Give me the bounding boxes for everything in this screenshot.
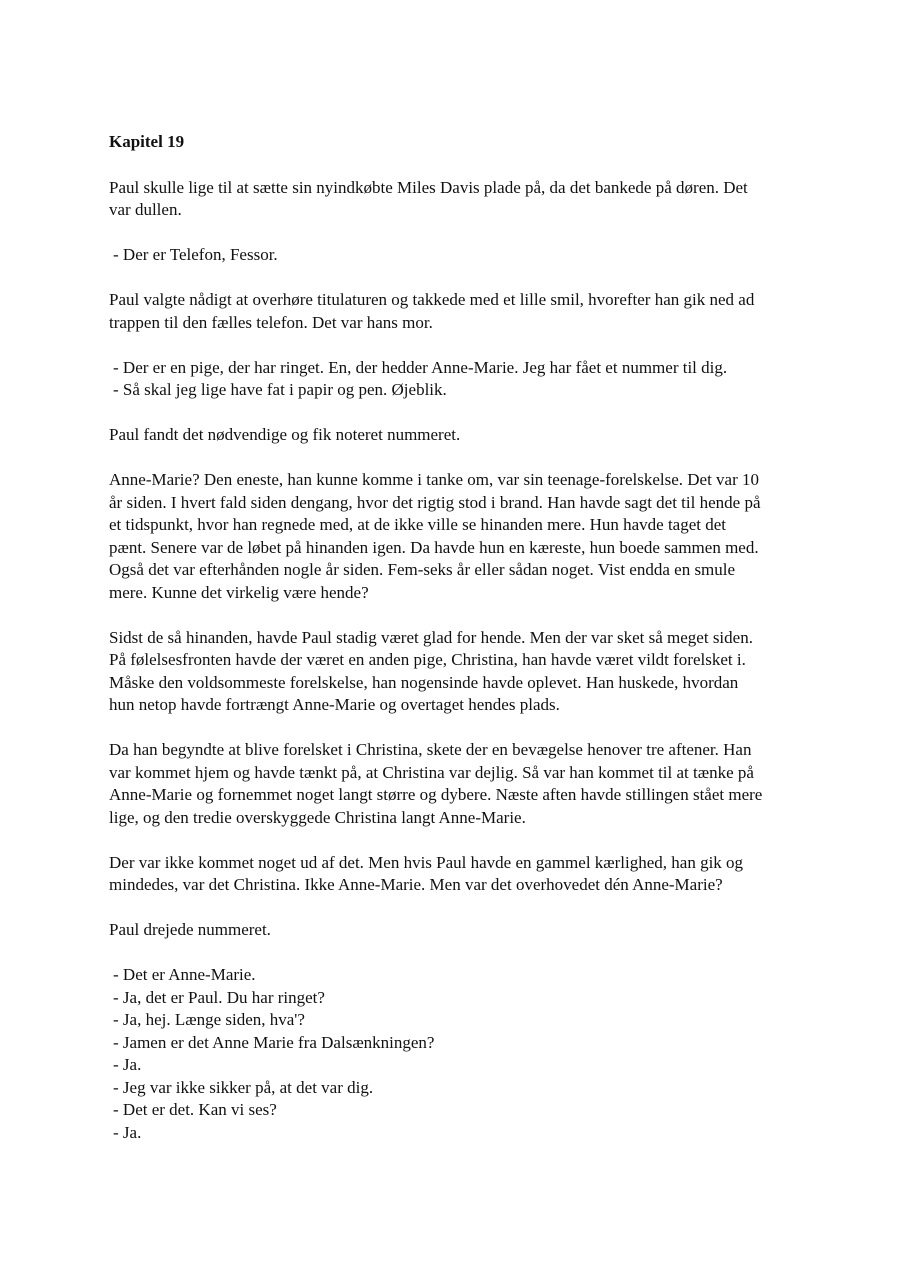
dialogue-line: - Ja, hej. Længe siden, hva'? [113, 1010, 305, 1029]
text-line: år siden. I hvert fald siden dengang, hvor det rigtig stod i brand. Han havde sagt det til hende på [109, 492, 761, 512]
text-line: På følelsesfronten havde der været en anden pige, Christina, han havde været vildt forelsket i. [109, 650, 746, 669]
text-line: Paul drejede nummeret. [109, 920, 271, 939]
paragraph-5 [109, 627, 809, 717]
text-line: lige, og den tredie overskyggede Christina langt Anne-Marie. [109, 807, 526, 827]
paragraph-7 [109, 852, 809, 897]
dialogue-line: - Der er Telefon, Fessor. [113, 245, 278, 264]
text-line: Der var ikke kommet noget ud af det. Men hvis Paul havde en gammel kærlighed, han gik og [109, 852, 744, 872]
dialogue-line: - Jamen er det Anne Marie fra Dalsænkningen? [113, 1032, 435, 1052]
dialogue-line: - Ja, det er Paul. Du har ringet? [113, 987, 325, 1007]
text-line: hun netop havde fortrængt Anne-Marie og overtaget hendes plads. [109, 695, 560, 714]
text-line: Paul fandt det nødvendige og fik noteret nummeret. [109, 425, 461, 444]
chapter-title: Kapitel 19 [109, 132, 185, 151]
text-line: Paul skulle lige til at sætte sin nyindkøbte Miles Davis plade på, da det bankede på døren. Det [109, 177, 748, 197]
text-line: Paul valgte nådigt at overhøre titulaturen og takkede med et lille smil, hvorefter han gik ned ad [109, 290, 755, 309]
text-line: var kommet hjem og havde tænkt på, at Christina var dejlig. Så var han kommet til at tænke på [109, 762, 754, 782]
text-line: et tidspunkt, hvor han regnede med, at de ikke ville se hinanden mere. Hun havde taget det [109, 515, 726, 534]
text-line: Anne-Marie? Den eneste, han kunne komme i tanke om, var sin teenage-forelskelse. Det var 10 [109, 470, 760, 489]
text-line: Da han begyndte at blive forelsket i Christina, skete der en bevægelse henover tre aftener. Han [109, 740, 752, 759]
document-page [109, 131, 809, 1167]
text-line: Anne-Marie og fornemmet noget langt større og dybere. Næste aften havde stillingen stået mere [109, 785, 763, 804]
text-line: Sidst de så hinanden, havde Paul stadig været glad for hende. Men der var sket så meget siden. [109, 627, 753, 647]
dialogue-3 [109, 964, 809, 1144]
dialogue-line: - Det er Anne-Marie. [113, 965, 256, 984]
text-line: mindedes, var det Christina. Ikke Anne-Marie. Men var det overhovedet dén Anne-Marie? [109, 875, 723, 894]
paragraph-4 [109, 469, 809, 604]
dialogue-line: - Der er en pige, der har ringet. En, der hedder Anne-Marie. Jeg har fået et nummer til dig. [113, 357, 728, 377]
dialogue-line: - Jeg var ikke sikker på, at det var dig. [113, 1077, 374, 1097]
text-line: Måske den voldsommeste forelskelse, han nogensinde havde oplevet. Han huskede, hvordan [109, 672, 739, 692]
paragraph-6 [109, 739, 809, 829]
dialogue-line: - Så skal jeg lige have fat i papir og pen. Øjeblik. [113, 380, 447, 399]
dialogue-2 [109, 357, 809, 402]
text-line: var dullen. [109, 200, 182, 219]
dialogue-line: - Ja. [113, 1055, 142, 1074]
text-line: Også det var efterhånden nogle år siden. Fem-seks år eller sådan noget. Vist endda en smule [109, 560, 736, 579]
dialogue-line: - Det er det. Kan vi ses? [113, 1100, 277, 1119]
paragraph-3 [109, 424, 809, 447]
text-line: pænt. Senere var de løbet på hinanden igen. Da havde hun en kæreste, hun boede sammen med. [109, 537, 759, 557]
paragraph-2 [109, 289, 809, 334]
dialogue-line: - Ja. [113, 1122, 142, 1142]
dialogue-1 [109, 244, 809, 267]
paragraph-8 [109, 919, 809, 942]
text-line: trappen til den fælles telefon. Det var hans mor. [109, 312, 433, 332]
paragraph-1 [109, 177, 809, 222]
text-line: mere. Kunne det virkelig være hende? [109, 582, 369, 602]
